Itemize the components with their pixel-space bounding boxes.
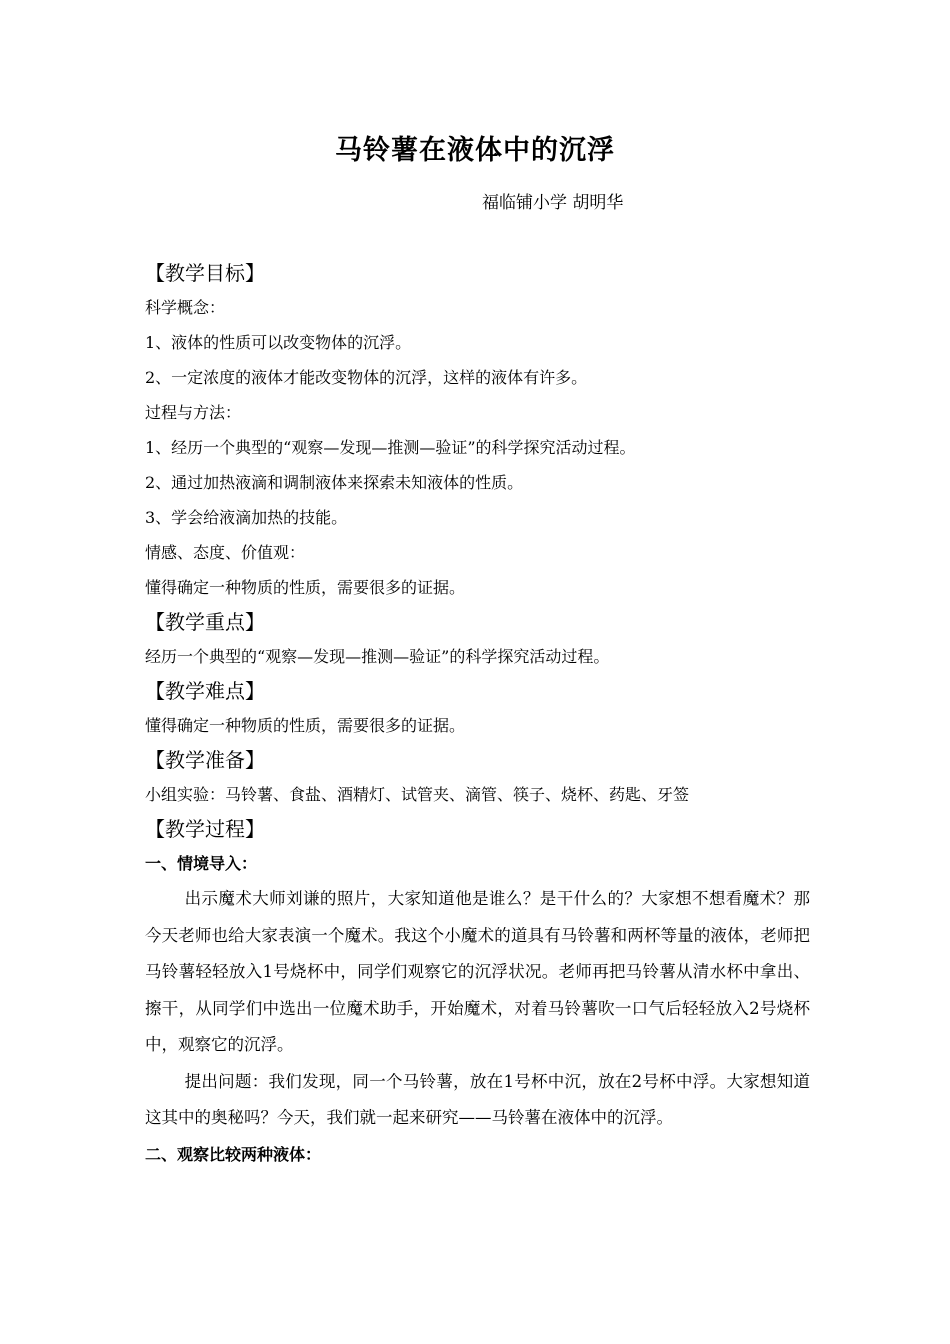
preparation-heading: 【教学准备】 [145,748,265,772]
difficulty-text: 懂得确定一种物质的性质，需要很多的证据。 [145,716,466,735]
attitude-label: 情感、态度、价值观： [145,543,306,562]
objectives-heading: 【教学目标】 [145,261,265,285]
process-item: 2、通过加热液滴和调制液体来探索未知液体的性质。 [145,473,524,492]
document-body [145,256,810,1172]
process-item: 1、经历一个典型的“观察—发现—推测—验证”的科学探究活动过程。 [145,438,636,457]
section-title: 一、情境导入： [145,854,258,873]
process-item: 3、学会给液滴加热的技能。 [145,508,348,527]
process-label: 过程与方法： [145,403,242,422]
key-point-heading: 【教学重点】 [145,610,265,634]
concept-item: 2、一定浓度的液体才能改变物体的沉浮，这样的液体有许多。 [145,368,588,387]
document-author: 福临铺小学 胡明华 [482,193,624,213]
key-point-text: 经历一个典型的“观察—发现—推测—验证”的科学探究活动过程。 [145,647,610,666]
document-title: 马铃薯在液体中的沉浮 [335,135,615,166]
section-title: 二、观察比较两种液体： [145,1144,322,1164]
paragraph: 提出问题：我们发现，同一个马铃薯，放在1号杯中沉，放在2号杯中浮。大家想知道这其中的奥秘吗？今天，我们就一起来研究——马铃薯在液体中的沉浮。 [145,1071,810,1127]
process-heading: 【教学过程】 [145,817,265,841]
preparation-text: 小组实验：马铃薯、食盐、酒精灯、试管夹、滴管、筷子、烧杯、药匙、牙签 [145,785,690,804]
concept-label: 科学概念： [145,298,226,317]
difficulty-heading: 【教学难点】 [145,679,265,703]
attitude-text: 懂得确定一种物质的性质，需要很多的证据。 [145,578,466,597]
paragraph: 出示魔术大师刘谦的照片，大家知道他是谁么？是干什么的？大家想不想看魔术？那今天老师也给大家表演一个魔术。我这个小魔术的道具有马铃薯和两杯等量的液体，老师把马铃薯轻轻放入1号烧杯中，同学们观察它的沉浮状况。老师再把马铃薯从清水杯中拿出、擦干，从同学们中选出一位魔术助手，开始魔术，对着马铃薯吹一口气后轻轻放入2号烧杯中，观察它的沉浮。 [145,889,810,1054]
concept-item: 1、液体的性质可以改变物体的沉浮。 [145,333,412,352]
